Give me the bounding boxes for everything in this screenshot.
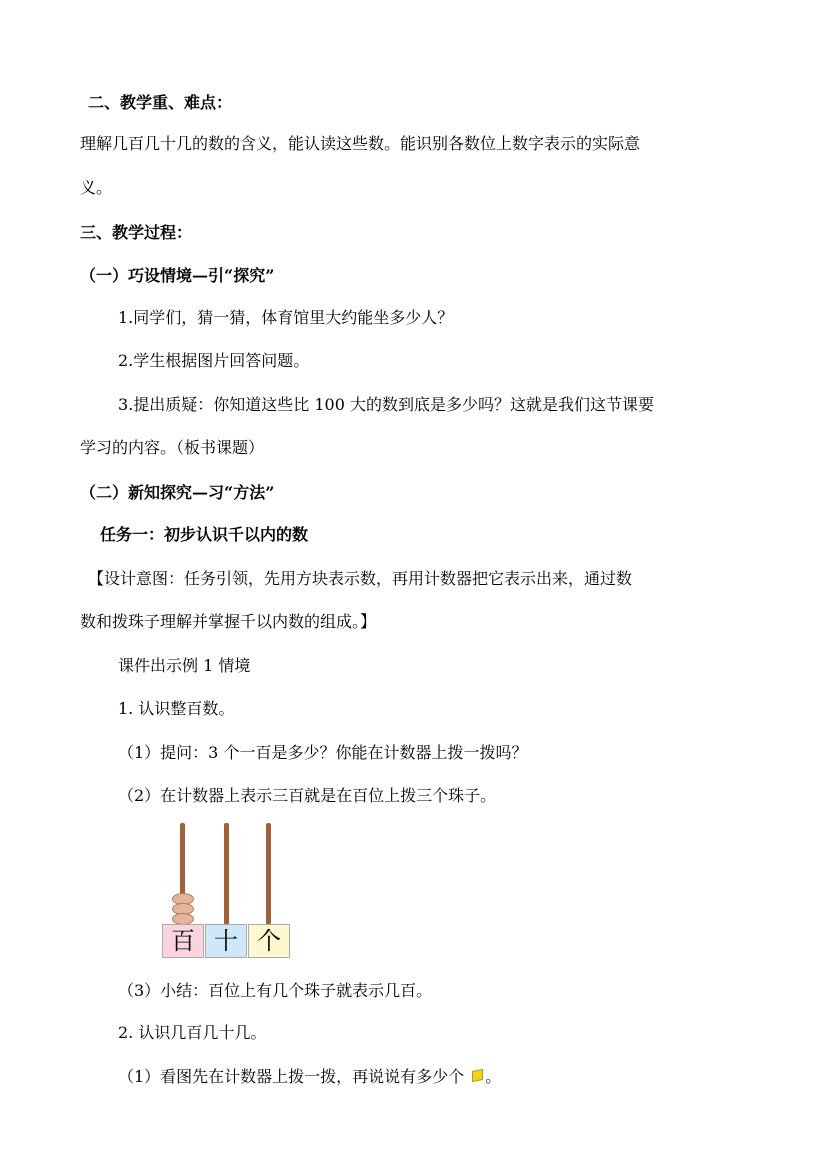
subsection-heading: （一）巧设情境—引“探究”	[80, 266, 275, 285]
paragraph-line: 3.提出质疑：你知道这些比 100 大的数到底是多少吗？这就是我们这节课要	[118, 395, 654, 414]
cube-icon	[472, 1069, 483, 1082]
task-heading: 任务一：初步认识千以内的数	[100, 525, 309, 544]
paragraph-line: 理解几百几十几的数的含义，能认读这些数。能识别各数位上数字表示的实际意	[80, 134, 641, 153]
paragraph-line: 课件出示例 1 情境	[118, 656, 251, 675]
abacus-label-ones: 个	[248, 924, 290, 958]
paragraph-line: 义。	[80, 178, 113, 197]
paragraph-line: 1.同学们，猜一猜，体育馆里大约能坐多少人？	[118, 308, 454, 327]
paragraph-text: （1）看图先在计数器上拨一拨，再说说有多少个	[118, 1067, 465, 1086]
abacus-figure	[160, 823, 292, 959]
paragraph-line: 2.学生根据图片回答问题。	[118, 351, 310, 370]
abacus-label-tens: 十	[205, 924, 247, 958]
section-heading-key-points: 二、教学重、难点：	[88, 93, 233, 112]
paragraph-line: 学习的内容。（板书课题）	[80, 438, 265, 457]
paragraph-line: 【设计意图：任务引领，先用方块表示数，再用计数器把它表示出来，通过数	[88, 569, 633, 588]
paragraph-line: 数和拨珠子理解并掌握千以内数的组成。】	[80, 612, 377, 631]
paragraph-line: （3）小结：百位上有几个珠子就表示几百。	[118, 981, 433, 1000]
paragraph-line: 2. 认识几百几十几。	[118, 1023, 267, 1042]
abacus-rod-tens	[224, 823, 229, 925]
paragraph-line	[118, 1066, 501, 1088]
paragraph-line: （1）提问：3 个一百是多少？你能在计数器上拨一拨吗？	[118, 743, 528, 762]
section-heading-process: 三、教学过程：	[80, 223, 193, 242]
abacus-label-hundreds: 百	[162, 924, 204, 958]
paragraph-text: 。	[485, 1067, 502, 1086]
paragraph-line: 1. 认识整百数。	[118, 699, 235, 718]
subsection-heading: （二）新知探究—习“方法”	[80, 483, 275, 502]
abacus-rod-ones	[266, 823, 271, 925]
paragraph-line: （2）在计数器上表示三百就是在百位上拨三个珠子。	[118, 786, 497, 805]
